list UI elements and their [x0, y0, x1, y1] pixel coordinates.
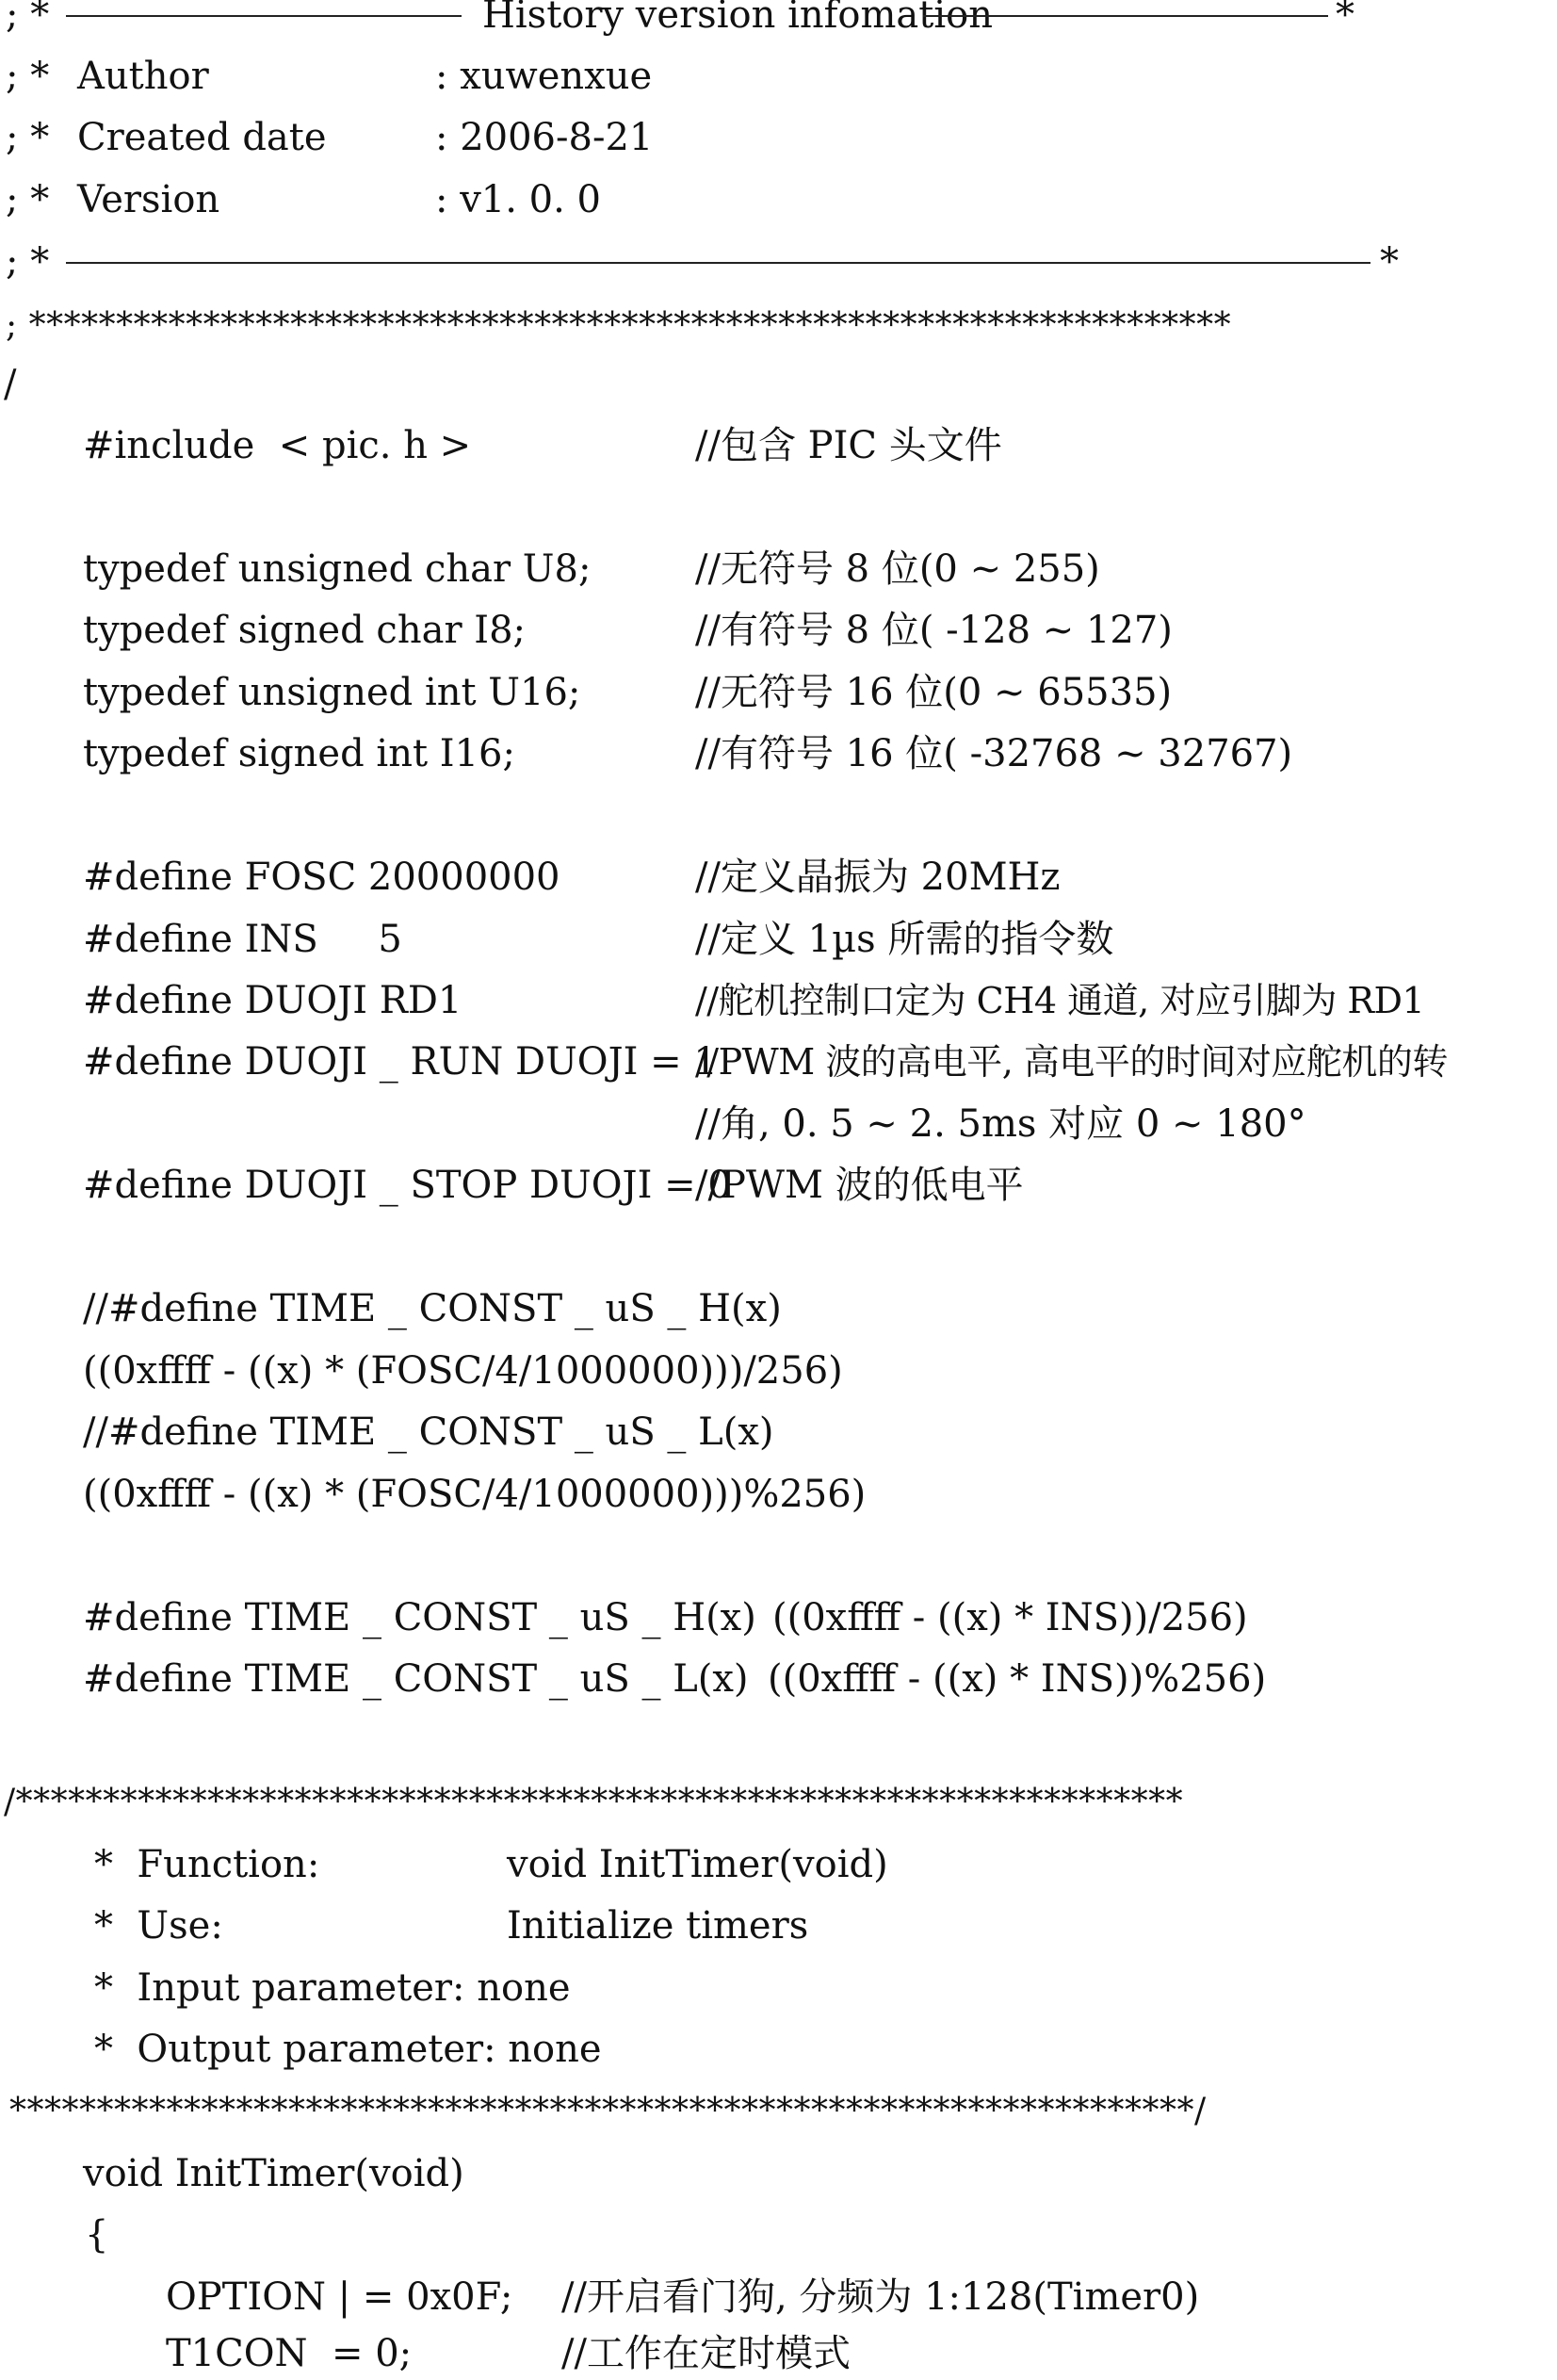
typedef-comment: //无符号 16 位(0 ~ 65535)	[695, 671, 1173, 714]
author-prefix: ; *	[6, 55, 50, 98]
define-line: #define INS 5	[83, 918, 402, 961]
author-value: : xuwenxue	[435, 55, 653, 98]
doc-comment-close: ********************************************************************/	[9, 2092, 1207, 2130]
function-open-brace: {	[85, 2213, 109, 2257]
include-comment: //包含 PIC 头文件	[695, 424, 1002, 467]
doc-comment-open: /*******************************************************************	[4, 1783, 1184, 1821]
doc-output-line: * Output parameter: none	[94, 2028, 602, 2071]
commented-macro-line: ((0xffff - ((x) * (FOSC/4/1000000)))/256)	[83, 1349, 843, 1393]
function-body-line: T1CON = 0;	[166, 2332, 413, 2375]
define-line: #define DUOJI _ STOP DUOJI = 0	[83, 1164, 732, 1207]
doc-use-label: * Use:	[94, 1904, 223, 1948]
created-label: Created date	[77, 116, 327, 159]
define-comment: //PWM 波的高电平, 高电平的时间对应舵机的转	[695, 1041, 1448, 1083]
doc-use-value: Initialize timers	[507, 1904, 809, 1948]
divider-left-marker: ; *	[6, 240, 50, 284]
history-title: History version infomation	[482, 0, 993, 37]
history-left-marker: ; *	[6, 0, 50, 37]
time-macro-value: ((0xffff - ((x) * INS))/256)	[772, 1596, 1248, 1639]
version-value: : v1. 0. 0	[435, 178, 601, 221]
typedef-line: typedef unsigned char U8;	[83, 547, 592, 591]
time-macro-name: #define TIME _ CONST _ uS _ L(x)	[83, 1657, 749, 1701]
function-body-line: OPTION | = 0x0F;	[166, 2275, 513, 2319]
divider-rule	[66, 262, 1370, 264]
doc-function-value: void InitTimer(void)	[507, 1843, 888, 1886]
history-rule-right	[923, 15, 1328, 17]
function-body-comment: //开启看门狗, 分频为 1:128(Timer0)	[561, 2275, 1200, 2319]
history-rule-left	[66, 15, 462, 17]
commented-macro-line: //#define TIME _ CONST _ uS _ L(x)	[83, 1410, 774, 1454]
define-line: #define DUOJI _ RUN DUOJI = 1	[83, 1040, 718, 1084]
comment-slash: /	[4, 363, 17, 406]
divider-right-marker: *	[1380, 240, 1399, 284]
typedef-line: typedef signed char I8;	[83, 609, 526, 652]
typedef-line: typedef signed int I16;	[83, 732, 515, 775]
define-comment: //定义晶振为 20MHz	[695, 856, 1061, 899]
commented-macro-line: ((0xffff - ((x) * (FOSC/4/1000000)))%256)	[83, 1473, 867, 1516]
define-line: #define FOSC 20000000	[83, 856, 560, 899]
typedef-line: typedef unsigned int U16;	[83, 671, 581, 714]
include-line: #include < pic. h >	[83, 424, 472, 467]
version-prefix: ; *	[6, 178, 50, 221]
commented-macro-line: //#define TIME _ CONST _ uS _ H(x)	[83, 1287, 782, 1330]
typedef-comment: //有符号 16 位( -32768 ~ 32767)	[695, 732, 1293, 775]
doc-function-label: * Function:	[94, 1843, 320, 1886]
doc-input-line: * Input parameter: none	[94, 1966, 571, 2010]
define-comment-continued: //角, 0. 5 ~ 2. 5ms 对应 0 ~ 180°	[695, 1102, 1306, 1146]
define-line: #define DUOJI RD1	[83, 979, 462, 1022]
created-value: : 2006-8-21	[435, 116, 654, 159]
define-comment: //PWM 波的低电平	[695, 1164, 1024, 1207]
author-label: Author	[77, 55, 209, 98]
typedef-comment: //无符号 8 位(0 ~ 255)	[695, 547, 1100, 591]
function-body-comment: //工作在定时模式	[561, 2332, 851, 2375]
created-prefix: ; *	[6, 116, 50, 159]
stars-line: ; *********************************************************************	[6, 306, 1232, 345]
function-signature: void InitTimer(void)	[83, 2152, 464, 2195]
time-macro-value: ((0xffff - ((x) * INS))%256)	[768, 1657, 1267, 1701]
define-comment: //定义 1µs 所需的指令数	[695, 918, 1114, 961]
typedef-comment: //有符号 8 位( -128 ~ 127)	[695, 609, 1173, 652]
version-label: Version	[77, 178, 220, 221]
history-right-marker: *	[1336, 0, 1354, 37]
define-comment: //舵机控制口定为 CH4 通道, 对应引脚为 RD1	[695, 980, 1425, 1021]
time-macro-name: #define TIME _ CONST _ uS _ H(x)	[83, 1596, 756, 1639]
